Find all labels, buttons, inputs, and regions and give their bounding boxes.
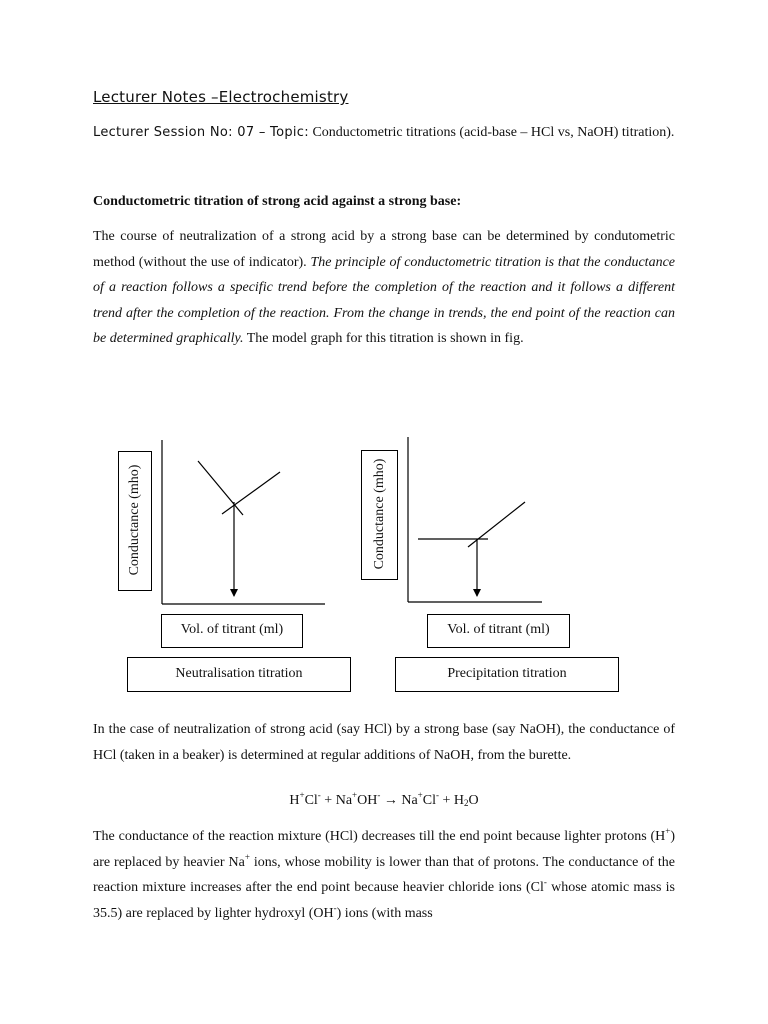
left-increasing-line [222,472,280,514]
session-prefix: Lecturer Session No: 07 – Topic: [93,125,309,140]
left-xlabel: Vol. of titrant (ml) [161,614,303,648]
right-xlabel: Vol. of titrant (ml) [427,614,570,648]
right-ylabel-box [361,450,398,580]
intro-plain-2: The model graph for this titration is shown in fig. [246,331,524,346]
right-ylabel: Conductance (mho) [372,458,387,570]
left-decreasing-line [198,461,243,515]
left-ylabel-box [118,451,152,591]
left-caption: Neutralisation titration [127,657,351,692]
paragraph-3: The conductance of the reaction mixture (HCl) decreases till the end point because lighter protons (H+) are replaced by heavier Na+ ions, whose mobility is lower than that of protons. The conductance of the reaction mixture increases after the end point because heavier chloride ions (Cl- whose atomic mass is 35.5) are replaced by lighter hydroxyl (OH-) ions (with mass [93,826,675,921]
right-caption: Precipitation titration [395,657,619,692]
page-header: Lecturer Notes –Electrochemistry [93,88,349,106]
section-heading: Conductometric titration of strong acid against a strong base: [93,194,462,209]
intro-principle: The principle of conductometric titration is that the conductance of a reaction follows a specific trend before the completion of the reaction and it follows a different trend after the completion of the reaction. From the change in trends, the end point of the reaction can be determined graphically. [93,254,675,346]
paragraph-2: In the case of neutralization of strong acid (say HCl) by a strong base (say NaOH), the conductance of HCl (taken in a beaker) is determined at regular additions of NaOH, from the burette. [93,722,675,763]
intro-plain-1: The course of neutralization of a strong acid by a strong base can be determined by condutometric method (without the use of indicator). [93,229,675,270]
left-ylabel: Conductance (mho) [127,464,142,576]
session-topic: Conductometric titrations (acid-base – HCl vs, NaOH) titration). [312,125,675,140]
reaction-equation: $H^+Cl^- + Na^+OH^- \to Na^+Cl^- + H_2O$ [289,790,479,808]
